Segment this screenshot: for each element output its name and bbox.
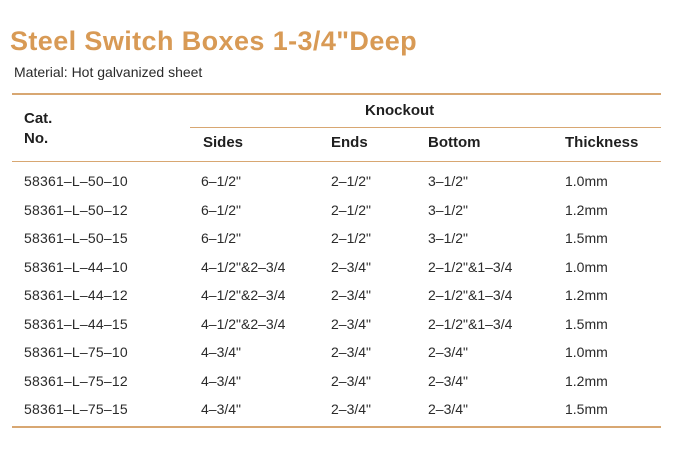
sides-cell: 4–3/4": [201, 372, 242, 389]
material-subtitle: Material: Hot galvanized sheet: [14, 64, 203, 80]
bottom-cell: 3–1/2": [428, 201, 469, 218]
sides-cell: 6–1/2": [201, 230, 242, 246]
header-bottom-rule: [12, 161, 661, 162]
cat-no-cell: 58361–L–75–12: [24, 372, 128, 389]
ends-cell: 2–3/4": [331, 401, 372, 417]
ends-cell: 2–3/4": [331, 372, 372, 389]
sides-cell: 4–1/2"&2–3/4: [201, 287, 286, 303]
bottom-cell: 2–1/2"&1–3/4: [428, 315, 513, 332]
cat-no-cell: 58361–L–50–15: [24, 230, 128, 246]
bottom-cell: 3–1/2": [428, 230, 469, 246]
ends-cell: 2–1/2": [331, 230, 372, 246]
bottom-cell: 3–1/2": [428, 173, 469, 189]
thickness-cell: 1.2mm: [565, 372, 608, 389]
cat-no-cell: 58361–L–50–10: [24, 173, 128, 189]
knockout-group-header: Knockout: [365, 102, 435, 119]
table-row: [0, 368, 681, 397]
table-row: [0, 225, 681, 254]
table-top-rule: [12, 93, 661, 95]
sides-cell: 6–1/2": [201, 201, 242, 218]
ends-column-header: Ends: [331, 134, 368, 151]
ends-cell: 2–3/4": [331, 287, 372, 303]
bottom-cell: 2–3/4": [428, 401, 469, 417]
ends-cell: 2–3/4": [331, 258, 372, 275]
thickness-cell: 1.5mm: [565, 401, 608, 417]
table-row: [0, 168, 681, 197]
thickness-cell: 1.5mm: [565, 230, 608, 246]
cat-no-cell: 58361–L–44–10: [24, 258, 128, 275]
cat-no-cell: 58361–L–75–10: [24, 344, 128, 360]
page-title: Steel Switch Boxes 1-3/4"Deep: [10, 26, 418, 56]
table-row: [0, 396, 681, 425]
table-row: [0, 311, 681, 340]
ends-cell: 2–1/2": [331, 173, 372, 189]
thickness-cell: 1.0mm: [565, 344, 608, 360]
bottom-column-header: Bottom: [428, 134, 481, 151]
table-row: [0, 282, 681, 311]
thickness-column-header: Thickness: [565, 134, 639, 151]
sides-cell: 4–1/2"&2–3/4: [201, 315, 286, 332]
table-body: [0, 168, 681, 425]
ends-cell: 2–1/2": [331, 201, 372, 218]
ends-cell: 2–3/4": [331, 344, 372, 360]
table-row: [0, 197, 681, 226]
cat-no-header: [24, 109, 52, 149]
sides-column-header: Sides: [203, 134, 244, 151]
thickness-cell: 1.0mm: [565, 258, 608, 275]
knockout-group-rule: [190, 127, 661, 128]
table-row: [0, 339, 681, 368]
bottom-cell: 2–3/4": [428, 344, 469, 360]
table-row: [0, 254, 681, 283]
ends-cell: 2–3/4": [331, 315, 372, 332]
thickness-cell: 1.2mm: [565, 201, 608, 218]
cat-no-cell: 58361–L–44–15: [24, 315, 128, 332]
cat-header-line1: Cat.: [24, 110, 53, 127]
thickness-cell: 1.0mm: [565, 173, 608, 189]
thickness-cell: 1.2mm: [565, 287, 608, 303]
table-bottom-rule: [12, 426, 661, 428]
sides-cell: 4–1/2"&2–3/4: [201, 258, 286, 275]
cat-no-cell: 58361–L–50–12: [24, 201, 128, 218]
bottom-cell: 2–1/2"&1–3/4: [428, 258, 513, 275]
sides-cell: 4–3/4": [201, 401, 242, 417]
cat-no-cell: 58361–L–75–15: [24, 401, 128, 417]
sides-cell: 4–3/4": [201, 344, 242, 360]
bottom-cell: 2–1/2"&1–3/4: [428, 287, 513, 303]
cat-no-cell: 58361–L–44–12: [24, 287, 128, 303]
bottom-cell: 2–3/4": [428, 372, 469, 389]
thickness-cell: 1.5mm: [565, 315, 608, 332]
cat-header-line2: No.: [24, 130, 49, 147]
sides-cell: 6–1/2": [201, 173, 242, 189]
